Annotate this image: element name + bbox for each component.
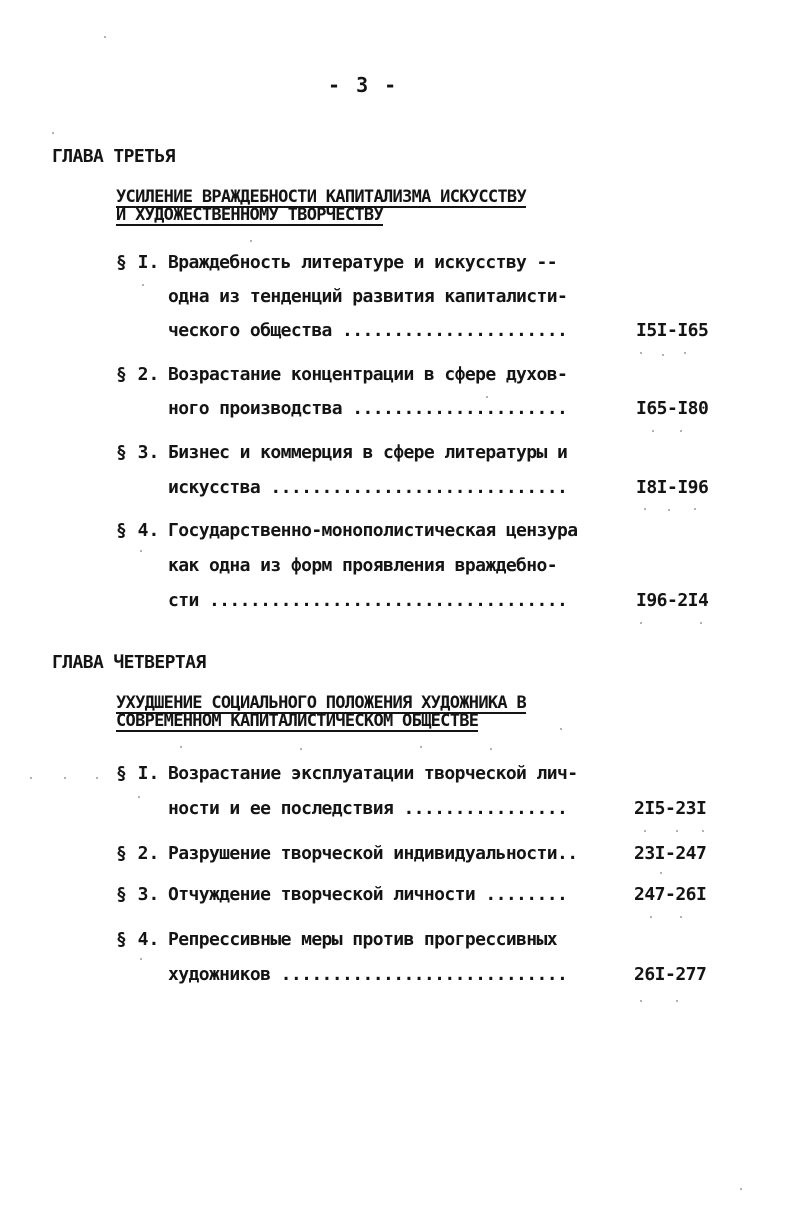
- scan-speck: [702, 830, 704, 832]
- scan-speck: [560, 728, 562, 730]
- c3-s2-line2: ного производства .....................: [168, 398, 568, 419]
- c4-s2-pages: 23I-247: [634, 843, 707, 864]
- chapter3-title-line1: УСИЛЕНИЕ ВРАЖДЕБНОСТИ КАПИТАЛИЗМА ИСКУССТВУ: [116, 187, 526, 207]
- scan-speck: [680, 916, 682, 918]
- c3-s4-pages: I96-2I4: [636, 590, 709, 611]
- chapter4-title-line1: УХУДШЕНИЕ СОЦИАЛЬНОГО ПОЛОЖЕНИЯ ХУДОЖНИКА В: [116, 693, 526, 713]
- c3-s2-number: § 2.: [116, 364, 160, 385]
- scan-speck: [668, 509, 670, 511]
- c3-s4-line2: как одна из форм проявления враждебно-: [168, 555, 558, 576]
- c3-s3-line1: Бизнес и коммерция в сфере литературы и: [168, 442, 568, 463]
- scan-speck: [250, 240, 252, 242]
- scan-speck: [640, 352, 642, 354]
- c4-s3-number: § 3.: [116, 884, 160, 905]
- c4-s2-line1: Разрушение творческой индивидуальности..: [168, 843, 578, 864]
- c3-s2-pages: I65-I80: [636, 398, 709, 419]
- c4-s1-pages: 2I5-23I: [634, 798, 707, 819]
- scan-speck: [30, 777, 32, 779]
- scan-speck: [684, 352, 686, 354]
- scan-speck: [676, 1000, 678, 1002]
- scan-speck: [300, 748, 302, 750]
- c4-s4-pages: 26I-277: [634, 964, 707, 985]
- c3-s1-number: § I.: [116, 252, 160, 273]
- scan-speck: [740, 1188, 742, 1190]
- scan-speck: [660, 872, 662, 874]
- scan-speck: [96, 777, 98, 779]
- chapter4-heading: ГЛАВА ЧЕТВЕРТАЯ: [52, 652, 206, 673]
- scan-speck: [652, 430, 654, 432]
- scan-speck: [490, 748, 492, 750]
- scan-speck: [486, 396, 488, 398]
- chapter4-title-line2: СОВРЕМЕННОМ КАПИТАЛИСТИЧЕСКОМ ОБЩЕСТВЕ: [116, 711, 479, 731]
- c3-s4-line3: сти ...................................: [168, 590, 568, 611]
- scan-speck: [140, 550, 142, 552]
- scan-speck: [694, 508, 696, 510]
- c4-s4-line1: Репрессивные меры против прогрессивных: [168, 929, 558, 950]
- c4-s1-line1: Возрастание эксплуатации творческой лич-: [168, 763, 578, 784]
- scan-speck: [676, 830, 678, 832]
- c4-s1-number: § I.: [116, 763, 160, 784]
- c3-s3-line2: искусства .............................: [168, 477, 568, 498]
- scan-speck: [138, 796, 140, 798]
- page-number: - 3 -: [328, 73, 399, 97]
- scan-speck: [140, 958, 142, 960]
- scan-speck: [52, 132, 54, 134]
- c3-s1-line1: Враждебность литературе и искусству --: [168, 252, 558, 273]
- scan-speck: [142, 284, 144, 286]
- scan-speck: [644, 508, 646, 510]
- c4-s4-number: § 4.: [116, 929, 160, 950]
- chapter3-heading: ГЛАВА ТРЕТЬЯ: [52, 146, 175, 167]
- scan-speck: [420, 746, 422, 748]
- c4-s4-line2: художников ............................: [168, 964, 568, 985]
- c3-s1-line2: одна из тенденций развития капиталисти-: [168, 286, 568, 307]
- c4-s1-line2: ности и ее последствия ................: [168, 798, 568, 819]
- c3-s1-line3: ческого общества ......................: [168, 320, 568, 341]
- scan-speck: [650, 916, 652, 918]
- scan-speck: [700, 622, 702, 624]
- scan-speck: [180, 746, 182, 748]
- c4-s2-number: § 2.: [116, 843, 160, 864]
- scan-speck: [640, 622, 642, 624]
- scan-speck: [680, 430, 682, 432]
- c3-s3-pages: I8I-I96: [636, 477, 709, 498]
- c4-s3-line1: Отчуждение творческой личности ........: [168, 884, 568, 905]
- scan-speck: [104, 36, 106, 38]
- scan-speck: [64, 777, 66, 779]
- c3-s3-number: § 3.: [116, 442, 160, 463]
- c4-s3-pages: 247-26I: [634, 884, 707, 905]
- c3-s4-number: § 4.: [116, 520, 160, 541]
- scan-speck: [644, 830, 646, 832]
- chapter3-title-line2: И ХУДОЖЕСТВЕННОМУ ТВОРЧЕСТВУ: [116, 205, 383, 225]
- scan-speck: [662, 354, 664, 356]
- scan-speck: [640, 1000, 642, 1002]
- c3-s2-line1: Возрастание концентрации в сфере духов-: [168, 364, 568, 385]
- c3-s1-pages: I5I-I65: [636, 320, 709, 341]
- c3-s4-line1: Государственно-монополистическая цензура: [168, 520, 578, 541]
